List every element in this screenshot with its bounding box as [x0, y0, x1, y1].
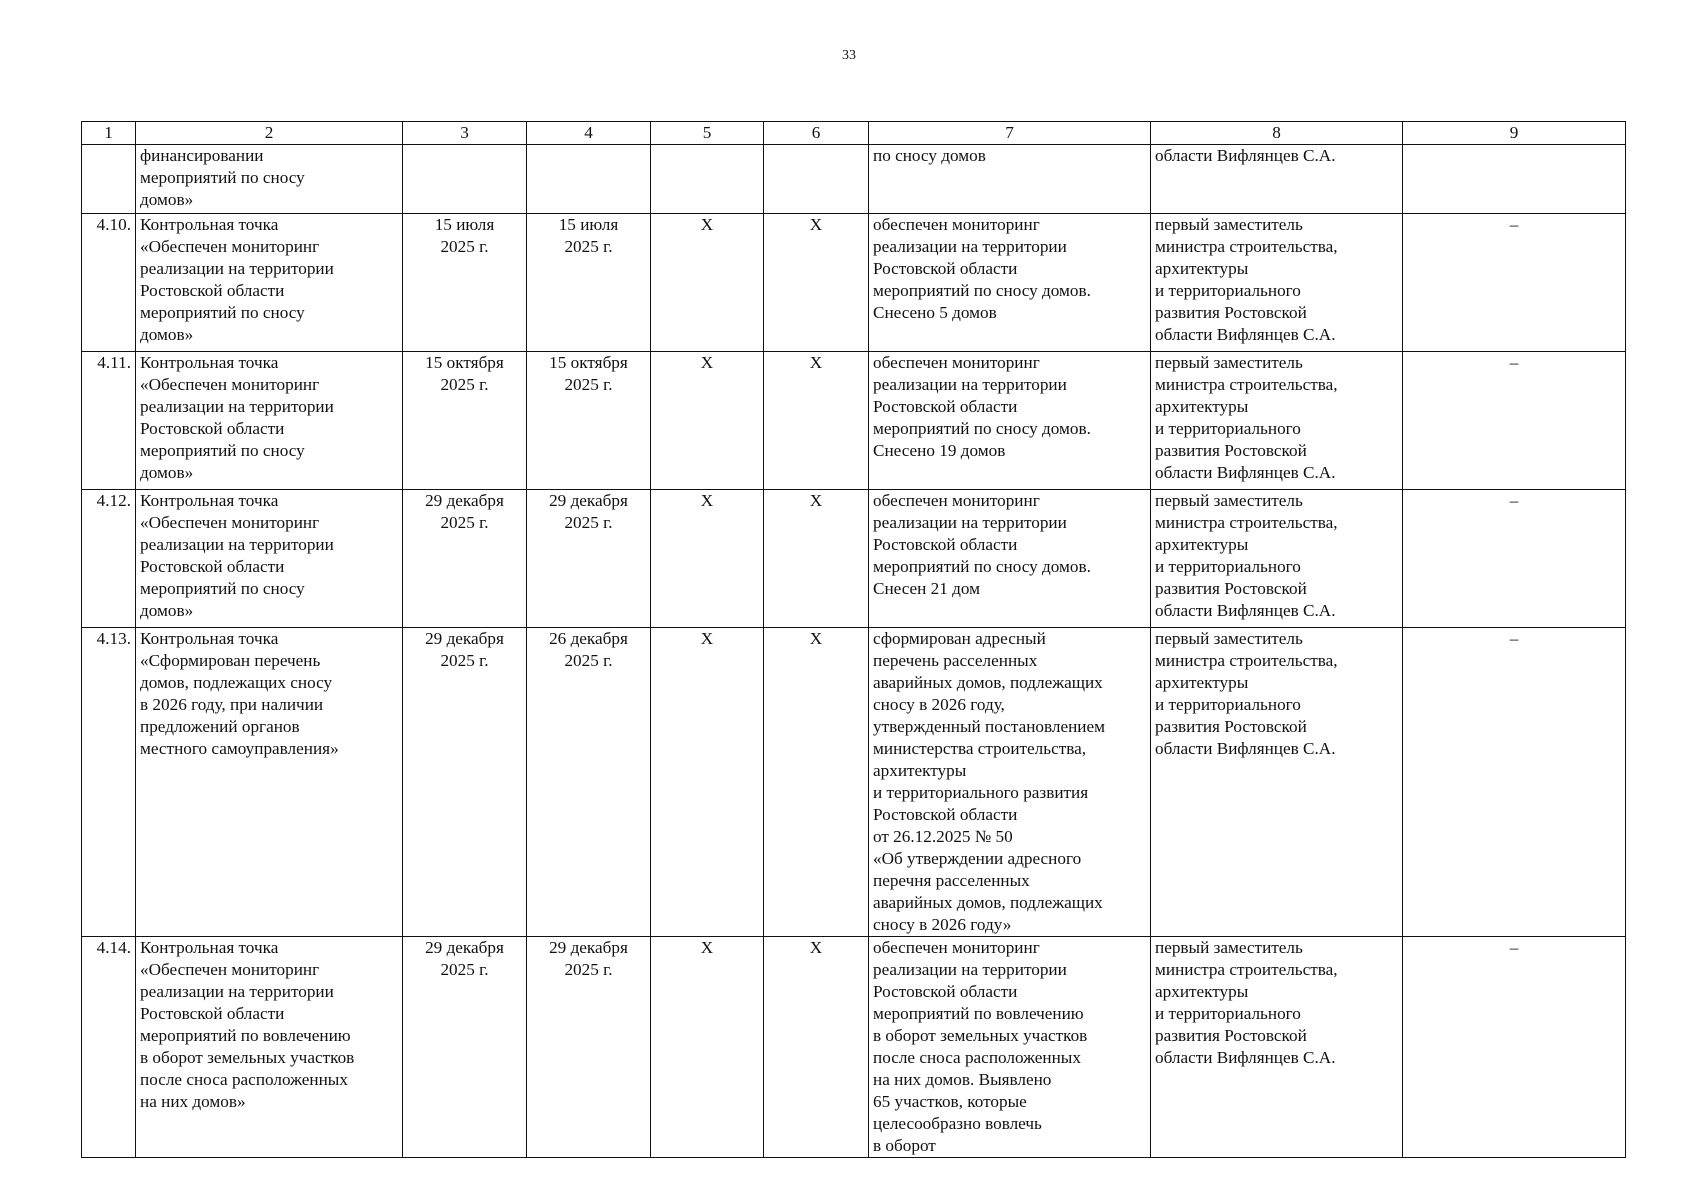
event-name: Контрольная точка «Обеспечен мониторинг реализации на территории Ростовской области мероприятий по вовлечению в оборот земельных участков после сноса расположенных на них домов»: [136, 937, 403, 1158]
col6-mark: Х: [764, 937, 869, 1158]
report-table: [81, 121, 1626, 1158]
plan-date: 15 октября 2025 г.: [403, 352, 527, 490]
header-cell-1: 1: [82, 122, 136, 145]
col9-mark: [1403, 145, 1626, 214]
col9-mark: –: [1403, 628, 1626, 937]
result-text: обеспечен мониторинг реализации на территории Ростовской области мероприятий по вовлечению в оборот земельных участков после сноса расположенных на них домов. Выявлено 65 участков, которые целесообразно вовлечь в оборот: [869, 937, 1151, 1158]
table-row: [82, 214, 1626, 352]
responsible-person: первый заместитель министра строительства, архитектуры и территориального развития Ростовской области Вифлянцев С.А.: [1151, 352, 1403, 490]
event-name: Контрольная точка «Обеспечен мониторинг реализации на территории Ростовской области мероприятий по сносу домов»: [136, 214, 403, 352]
fact-date: 29 декабря 2025 г.: [527, 490, 651, 628]
result-text: обеспечен мониторинг реализации на территории Ростовской области мероприятий по сносу домов. Снесено 5 домов: [869, 214, 1151, 352]
col5-mark: Х: [651, 937, 764, 1158]
table-row: [82, 352, 1626, 490]
page-number: 33: [842, 48, 856, 63]
row-number: 4.10.: [82, 214, 136, 352]
col5-mark: [651, 145, 764, 214]
fact-date: [527, 145, 651, 214]
responsible-person: первый заместитель министра строительства, архитектуры и территориального развития Ростовской области Вифлянцев С.А.: [1151, 490, 1403, 628]
col9-mark: –: [1403, 490, 1626, 628]
col5-mark: Х: [651, 214, 764, 352]
row-number: 4.12.: [82, 490, 136, 628]
plan-date: 29 декабря 2025 г.: [403, 490, 527, 628]
col9-mark: –: [1403, 937, 1626, 1158]
responsible-person: первый заместитель министра строительства, архитектуры и территориального развития Ростовской области Вифлянцев С.А.: [1151, 937, 1403, 1158]
header-cell-2: 2: [136, 122, 403, 145]
fact-date: 26 декабря 2025 г.: [527, 628, 651, 937]
col5-mark: Х: [651, 352, 764, 490]
table-body: [82, 122, 1626, 1158]
event-name: Контрольная точка «Сформирован перечень домов, подлежащих сносу в 2026 году, при наличии предложений органов местного самоуправления»: [136, 628, 403, 937]
header-row: [82, 122, 1626, 145]
header-cell-3: 3: [403, 122, 527, 145]
table-row: [82, 490, 1626, 628]
event-name: финансировании мероприятий по сносу домов»: [136, 145, 403, 214]
event-name: Контрольная точка «Обеспечен мониторинг реализации на территории Ростовской области мероприятий по сносу домов»: [136, 352, 403, 490]
col5-mark: Х: [651, 490, 764, 628]
plan-date: 15 июля 2025 г.: [403, 214, 527, 352]
row-number: [82, 145, 136, 214]
plan-date: 29 декабря 2025 г.: [403, 937, 527, 1158]
plan-date: 29 декабря 2025 г.: [403, 628, 527, 937]
result-text: по сносу домов: [869, 145, 1151, 214]
responsible-person: первый заместитель министра строительства, архитектуры и территориального развития Ростовской области Вифлянцев С.А.: [1151, 214, 1403, 352]
header-cell-5: 5: [651, 122, 764, 145]
plan-date: [403, 145, 527, 214]
row-number: 4.13.: [82, 628, 136, 937]
fact-date: 15 июля 2025 г.: [527, 214, 651, 352]
col6-mark: [764, 145, 869, 214]
result-text: сформирован адресный перечень расселенных аварийных домов, подлежащих сносу в 2026 году, утвержденный постановлением министерства строительства, архитектуры и территориального развития Ростовской области от 26.12.2025 № 50 «Об утверждении адресного перечня расселенных аварийных домов, подлежащих сносу в 2026 году»: [869, 628, 1151, 937]
col9-mark: –: [1403, 352, 1626, 490]
table-row: [82, 628, 1626, 937]
row-number: 4.11.: [82, 352, 136, 490]
header-cell-9: 9: [1403, 122, 1626, 145]
result-text: обеспечен мониторинг реализации на территории Ростовской области мероприятий по сносу домов. Снесено 19 домов: [869, 352, 1151, 490]
col6-mark: Х: [764, 214, 869, 352]
row-number: 4.14.: [82, 937, 136, 1158]
header-cell-4: 4: [527, 122, 651, 145]
responsible-person: первый заместитель министра строительства, архитектуры и территориального развития Ростовской области Вифлянцев С.А.: [1151, 628, 1403, 937]
col6-mark: Х: [764, 490, 869, 628]
header-cell-7: 7: [869, 122, 1151, 145]
col5-mark: Х: [651, 628, 764, 937]
table-row: [82, 937, 1626, 1158]
event-name: Контрольная точка «Обеспечен мониторинг реализации на территории Ростовской области мероприятий по сносу домов»: [136, 490, 403, 628]
fact-date: 29 декабря 2025 г.: [527, 937, 651, 1158]
fact-date: 15 октября 2025 г.: [527, 352, 651, 490]
result-text: обеспечен мониторинг реализации на территории Ростовской области мероприятий по сносу домов. Снесен 21 дом: [869, 490, 1151, 628]
header-cell-8: 8: [1151, 122, 1403, 145]
col6-mark: Х: [764, 352, 869, 490]
responsible-person: области Вифлянцев С.А.: [1151, 145, 1403, 214]
table-row: [82, 145, 1626, 214]
header-cell-6: 6: [764, 122, 869, 145]
col9-mark: –: [1403, 214, 1626, 352]
col6-mark: Х: [764, 628, 869, 937]
